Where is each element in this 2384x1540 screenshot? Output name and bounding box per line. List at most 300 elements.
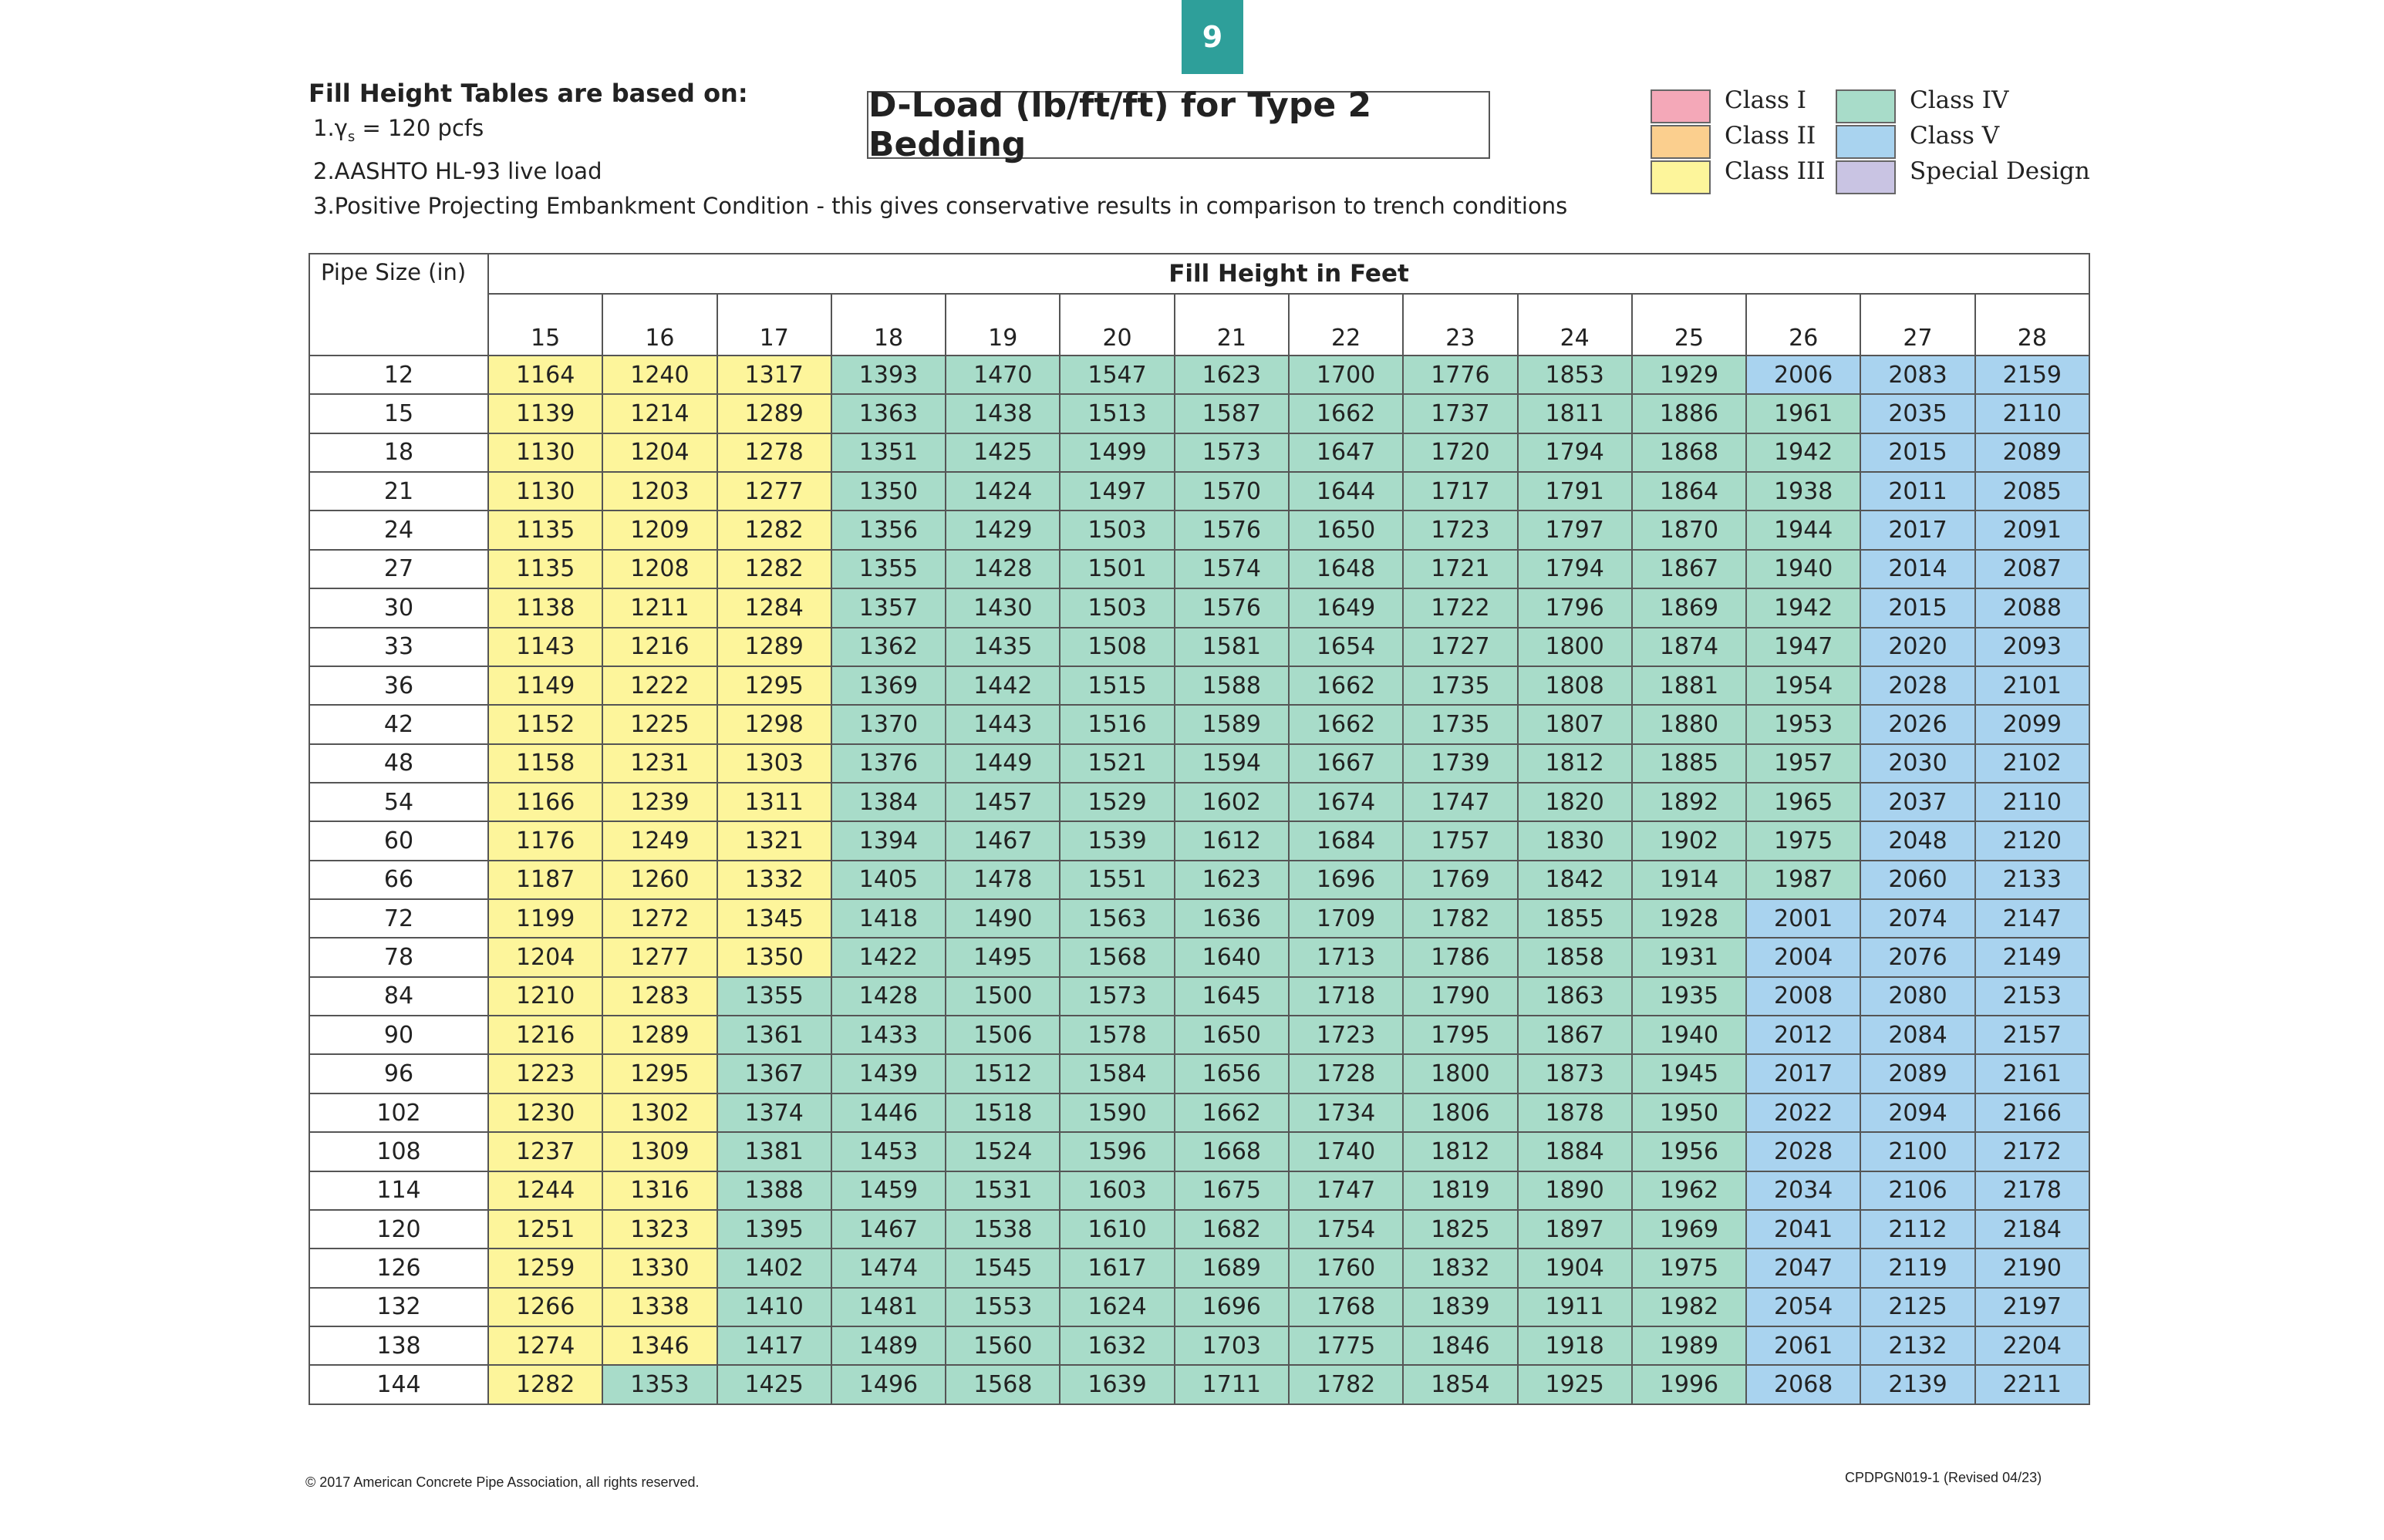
dload-cell: 1711: [1175, 1365, 1289, 1404]
dload-cell: 1418: [831, 899, 946, 938]
dload-cell: 2048: [1860, 821, 1974, 860]
dload-cell: 1442: [946, 666, 1060, 705]
dload-cell: 1443: [946, 705, 1060, 743]
dload-cell: 2034: [1746, 1171, 1860, 1210]
dload-cell: 1457: [946, 783, 1060, 821]
dload-cell: 1231: [602, 744, 717, 783]
dload-cell: 1209: [602, 511, 717, 549]
dload-cell: 1289: [602, 1016, 717, 1054]
dload-cell: 1316: [602, 1171, 717, 1210]
legend-item-class-ii: [1651, 122, 1851, 157]
dload-cell: 1410: [717, 1288, 831, 1326]
dload-cell: 1384: [831, 783, 946, 821]
dload-cell: 1700: [1289, 356, 1403, 394]
dload-cell: 2076: [1860, 938, 1974, 976]
pipe-size-cell: 27: [309, 550, 488, 588]
dload-cell: 1453: [831, 1132, 946, 1171]
pipe-size-cell: 90: [309, 1016, 488, 1054]
fill-height-17: 17: [717, 294, 831, 356]
pipe-size-cell: 138: [309, 1326, 488, 1365]
dload-cell: 1832: [1403, 1249, 1517, 1287]
dload-cell: 1363: [831, 394, 946, 433]
basis-item1-text: = 120 pcfs: [355, 115, 484, 141]
pipe-size-cell: 144: [309, 1365, 488, 1404]
dload-cell: 1935: [1632, 977, 1746, 1016]
dload-cell: 1786: [1403, 938, 1517, 976]
dload-cell: 1790: [1403, 977, 1517, 1016]
dload-cell: 1950: [1632, 1094, 1746, 1132]
dload-cell: 1422: [831, 938, 946, 976]
dload-cell: 2083: [1860, 356, 1974, 394]
dload-cell: 1135: [488, 550, 602, 588]
dload-cell: 1662: [1289, 705, 1403, 743]
dload-cell: 2074: [1860, 899, 1974, 938]
dload-cell: 1782: [1289, 1365, 1403, 1404]
dload-cell: 2094: [1860, 1094, 1974, 1132]
dload-cell: 1640: [1175, 938, 1289, 976]
dload-cell: 1309: [602, 1132, 717, 1171]
dload-cell: 1424: [946, 472, 1060, 511]
dload-cell: 1353: [602, 1365, 717, 1404]
fill-height-27: 27: [1860, 294, 1974, 356]
dload-cell: 1639: [1060, 1365, 1174, 1404]
dload-cell: 1495: [946, 938, 1060, 976]
dload-cell: 1987: [1746, 861, 1860, 899]
dload-cell: 1362: [831, 628, 946, 666]
dload-cell: 1713: [1289, 938, 1403, 976]
dload-cell: 1806: [1403, 1094, 1517, 1132]
dload-cell: 2041: [1746, 1210, 1860, 1249]
dload-cell: 1260: [602, 861, 717, 899]
dload-cell: 1754: [1289, 1210, 1403, 1249]
dload-cell: 1430: [946, 588, 1060, 627]
dload-cell: 1830: [1518, 821, 1632, 860]
dload-cell: 1885: [1632, 744, 1746, 783]
dload-cell: 1892: [1632, 783, 1746, 821]
dload-cell: 1904: [1518, 1249, 1632, 1287]
basis-item-embankment: 3.Positive Projecting Embankment Condition - this gives conservative results in comparison to trench conditions: [313, 192, 1568, 219]
dload-cell: 2089: [1975, 433, 2089, 472]
dload-cell: 1581: [1175, 628, 1289, 666]
dload-cell: 1590: [1060, 1094, 1174, 1132]
pipe-size-cell: 72: [309, 899, 488, 938]
dload-cell: 1636: [1175, 899, 1289, 938]
dload-cell: 1757: [1403, 821, 1517, 860]
pipe-size-cell: 12: [309, 356, 488, 394]
gamma-subscript: s: [347, 128, 356, 145]
dload-cell: 1521: [1060, 744, 1174, 783]
fill-height-22: 22: [1289, 294, 1403, 356]
dload-cell: 1323: [602, 1210, 717, 1249]
dload-cell: 1551: [1060, 861, 1174, 899]
dload-cell: 1721: [1403, 550, 1517, 588]
basis-item-live-load: 2.AASHTO HL-93 live load: [313, 157, 602, 184]
dload-cell: 1656: [1175, 1054, 1289, 1093]
dload-cell: 2172: [1975, 1132, 2089, 1171]
dload-cell: 1740: [1289, 1132, 1403, 1171]
dload-cell: 1723: [1403, 511, 1517, 549]
pipe-size-cell: 48: [309, 744, 488, 783]
dload-cell: 1881: [1632, 666, 1746, 705]
dload-cell: 1918: [1518, 1326, 1632, 1365]
dload-cell: 2112: [1860, 1210, 1974, 1249]
dload-cell: 1216: [602, 628, 717, 666]
dload-cell: 1864: [1632, 472, 1746, 511]
dload-cell: 1808: [1518, 666, 1632, 705]
table-row: [309, 821, 2089, 860]
dload-cell: 1282: [717, 511, 831, 549]
dload-cell: 1282: [717, 550, 831, 588]
dload-cell: 1662: [1289, 394, 1403, 433]
pipe-size-cell: 21: [309, 472, 488, 511]
table-row: [309, 1054, 2089, 1093]
dload-cell: 1130: [488, 472, 602, 511]
dload-cell: 2037: [1860, 783, 1974, 821]
dload-cell: 1584: [1060, 1054, 1174, 1093]
pipe-size-cell: 15: [309, 394, 488, 433]
table-row: [309, 550, 2089, 588]
pipe-size-cell: 120: [309, 1210, 488, 1249]
dload-cell: 2139: [1860, 1365, 1974, 1404]
dload-cell: 2084: [1860, 1016, 1974, 1054]
dload-cell: 1720: [1403, 433, 1517, 472]
dload-cell: 1272: [602, 899, 717, 938]
dload-cell: 1954: [1746, 666, 1860, 705]
dload-cell: 1812: [1403, 1132, 1517, 1171]
dload-cell: 1957: [1746, 744, 1860, 783]
dload-cell: 1295: [602, 1054, 717, 1093]
dload-cell: 1989: [1632, 1326, 1746, 1365]
dload-cell: 1321: [717, 821, 831, 860]
dload-cell: 1768: [1289, 1288, 1403, 1326]
dload-cell: 1428: [831, 977, 946, 1016]
dload-cell: 1961: [1746, 394, 1860, 433]
dload-cell: 1497: [1060, 472, 1174, 511]
dload-cell: 1928: [1632, 899, 1746, 938]
dload-cell: 1249: [602, 821, 717, 860]
pipe-size-cell: 132: [309, 1288, 488, 1326]
dload-cell: 2120: [1975, 821, 2089, 860]
dload-cell: 1547: [1060, 356, 1174, 394]
dload-cell: 1467: [946, 821, 1060, 860]
dload-cell: 1576: [1175, 588, 1289, 627]
dload-cell: 1470: [946, 356, 1060, 394]
dload-cell: 1508: [1060, 628, 1174, 666]
dload-cell: 1863: [1518, 977, 1632, 1016]
dload-cell: 1645: [1175, 977, 1289, 1016]
dload-cell: 1795: [1403, 1016, 1517, 1054]
dload-cell: 1760: [1289, 1249, 1403, 1287]
dload-cell: 1149: [488, 666, 602, 705]
dload-cell: 1624: [1060, 1288, 1174, 1326]
dload-cell: 1395: [717, 1210, 831, 1249]
dload-cell: 1662: [1175, 1094, 1289, 1132]
dload-cell: 1388: [717, 1171, 831, 1210]
dload-cell: 1538: [946, 1210, 1060, 1249]
pipe-size-cell: 114: [309, 1171, 488, 1210]
dload-cell: 1303: [717, 744, 831, 783]
dload-cell: 2022: [1746, 1094, 1860, 1132]
dload-cell: 2011: [1860, 472, 1974, 511]
dload-cell: 1684: [1289, 821, 1403, 860]
dload-cell: 2006: [1746, 356, 1860, 394]
dload-cell: 1381: [717, 1132, 831, 1171]
fill-height-15: 15: [488, 294, 602, 356]
dload-cell: 1588: [1175, 666, 1289, 705]
dload-cell: 1914: [1632, 861, 1746, 899]
dload-cell: 1576: [1175, 511, 1289, 549]
dload-cell: 1239: [602, 783, 717, 821]
dload-cell: 1553: [946, 1288, 1060, 1326]
dload-cell: 1819: [1403, 1171, 1517, 1210]
dload-cell: 1130: [488, 433, 602, 472]
dload-cell: 1500: [946, 977, 1060, 1016]
dload-cell: 2012: [1746, 1016, 1860, 1054]
dload-cell: 1518: [946, 1094, 1060, 1132]
table-row: [309, 861, 2089, 899]
dload-cell: 1278: [717, 433, 831, 472]
pipe-size-cell: 108: [309, 1132, 488, 1171]
dload-cell: 1820: [1518, 783, 1632, 821]
fill-height-28: 28: [1975, 294, 2089, 356]
dload-cell: 2061: [1746, 1326, 1860, 1365]
table-row: [309, 1171, 2089, 1210]
dload-cell: 1747: [1289, 1171, 1403, 1210]
dload-cell: 1953: [1746, 705, 1860, 743]
dload-cell: 2161: [1975, 1054, 2089, 1093]
dload-cell: 1612: [1175, 821, 1289, 860]
dload-cell: 1812: [1518, 744, 1632, 783]
dload-cell: 1361: [717, 1016, 831, 1054]
dload-cell: 1644: [1289, 472, 1403, 511]
dload-cell: 2119: [1860, 1249, 1974, 1287]
table-row: [309, 1094, 2089, 1132]
dload-cell: 1811: [1518, 394, 1632, 433]
dload-cell: 1878: [1518, 1094, 1632, 1132]
dload-cell: 1947: [1746, 628, 1860, 666]
dload-cell: 1435: [946, 628, 1060, 666]
dload-cell: 1942: [1746, 433, 1860, 472]
dload-cell: 1737: [1403, 394, 1517, 433]
dload-cell: 1355: [717, 977, 831, 1016]
table-row: [309, 938, 2089, 976]
dload-cell: 1925: [1518, 1365, 1632, 1404]
dload-cell: 1648: [1289, 550, 1403, 588]
dload-cell: 1718: [1289, 977, 1403, 1016]
dload-cell: 2089: [1860, 1054, 1974, 1093]
dload-cell: 1842: [1518, 861, 1632, 899]
dload-cell: 1474: [831, 1249, 946, 1287]
dload-cell: 1237: [488, 1132, 602, 1171]
dload-cell: 1152: [488, 705, 602, 743]
dload-cell: 1869: [1632, 588, 1746, 627]
table-row: [309, 705, 2089, 743]
dload-cell: 1846: [1403, 1326, 1517, 1365]
dload-cell: 2026: [1860, 705, 1974, 743]
dload-cell: 2159: [1975, 356, 2089, 394]
dload-cell: 1709: [1289, 899, 1403, 938]
dload-cell: 1617: [1060, 1249, 1174, 1287]
dload-cell: 1187: [488, 861, 602, 899]
dload-cell: 1402: [717, 1249, 831, 1287]
dload-cell: 1332: [717, 861, 831, 899]
dload-cell: 1573: [1060, 977, 1174, 1016]
dload-cell: 2030: [1860, 744, 1974, 783]
dload-cell: 2091: [1975, 511, 2089, 549]
dload-cell: 1289: [717, 394, 831, 433]
dload-cell: 2085: [1975, 472, 2089, 511]
dload-cell: 2028: [1746, 1132, 1860, 1171]
dload-cell: 1164: [488, 356, 602, 394]
dload-cell: 2088: [1975, 588, 2089, 627]
dload-cell: 1568: [946, 1365, 1060, 1404]
dload-cell: 1345: [717, 899, 831, 938]
dload-cell: 2166: [1975, 1094, 2089, 1132]
dload-cell: 2149: [1975, 938, 2089, 976]
dload-cell: 1940: [1632, 1016, 1746, 1054]
dload-cell: 1776: [1403, 356, 1517, 394]
dload-cell: 1506: [946, 1016, 1060, 1054]
dload-cell: 1602: [1175, 783, 1289, 821]
dload-cell: 1675: [1175, 1171, 1289, 1210]
dload-cell: 1284: [717, 588, 831, 627]
dload-cell: 1512: [946, 1054, 1060, 1093]
dload-cell: 1873: [1518, 1054, 1632, 1093]
dload-cell: 1938: [1746, 472, 1860, 511]
dload-cell: 1346: [602, 1326, 717, 1365]
dload-cell: 1356: [831, 511, 946, 549]
dload-cell: 1868: [1632, 433, 1746, 472]
table-row: [309, 783, 2089, 821]
dload-cell: 1717: [1403, 472, 1517, 511]
dload-cell: 1350: [717, 938, 831, 976]
table-row: [309, 1016, 2089, 1054]
dload-cell: 1277: [602, 938, 717, 976]
dload-cell: 1975: [1746, 821, 1860, 860]
legend-label: Class IV: [1910, 86, 2009, 114]
dload-cell: 1696: [1289, 861, 1403, 899]
dload-cell: 1211: [602, 588, 717, 627]
dload-cell: 1513: [1060, 394, 1174, 433]
dload-cell: 1277: [717, 472, 831, 511]
dload-cell: 1911: [1518, 1288, 1632, 1326]
dload-cell: 1603: [1060, 1171, 1174, 1210]
fill-height-row: [309, 294, 2089, 356]
dload-cell: 1800: [1403, 1054, 1517, 1093]
dload-cell: 2080: [1860, 977, 1974, 1016]
dload-cell: 1459: [831, 1171, 946, 1210]
pipe-size-cell: 30: [309, 588, 488, 627]
dload-cell: 1890: [1518, 1171, 1632, 1210]
dload-cell: 2017: [1746, 1054, 1860, 1093]
dload-cell: 2153: [1975, 977, 2089, 1016]
table-row: [309, 1365, 2089, 1404]
dload-cell: 1944: [1746, 511, 1860, 549]
table-row: [309, 744, 2089, 783]
fill-height-25: 25: [1632, 294, 1746, 356]
fill-height-23: 23: [1403, 294, 1517, 356]
legend-item-class-i: [1651, 86, 1851, 122]
dload-cell: 1880: [1632, 705, 1746, 743]
dload-cell: 2004: [1746, 938, 1860, 976]
dload-cell: 1825: [1403, 1210, 1517, 1249]
dload-cell: 1357: [831, 588, 946, 627]
dload-cell: 1199: [488, 899, 602, 938]
dload-cell: 1330: [602, 1249, 717, 1287]
dload-cell: 1734: [1289, 1094, 1403, 1132]
dload-cell: 1369: [831, 666, 946, 705]
dload-cell: 1858: [1518, 938, 1632, 976]
dload-cell: 1874: [1632, 628, 1746, 666]
legend-label: Class I: [1725, 86, 1807, 114]
dload-cell: 1794: [1518, 433, 1632, 472]
table-row: [309, 1326, 2089, 1365]
fill-height-21: 21: [1175, 294, 1289, 356]
dload-cell: 1351: [831, 433, 946, 472]
pipe-size-cell: 126: [309, 1249, 488, 1287]
dload-cell: 1570: [1175, 472, 1289, 511]
dload-cell: 1728: [1289, 1054, 1403, 1093]
dload-cell: 2087: [1975, 550, 2089, 588]
dload-cell: 1216: [488, 1016, 602, 1054]
table-row: [309, 628, 2089, 666]
table-row: [309, 433, 2089, 472]
dload-cell: 1481: [831, 1288, 946, 1326]
dload-cell: 1449: [946, 744, 1060, 783]
legend-item-class-iv: [1836, 86, 2036, 122]
dload-cell: 1796: [1518, 588, 1632, 627]
dload-cell: 2068: [1746, 1365, 1860, 1404]
dload-cell: 2178: [1975, 1171, 2089, 1210]
dload-cell: 2147: [1975, 899, 2089, 938]
table-row: [309, 1249, 2089, 1287]
basis-item1-prefix: 1.: [313, 115, 335, 141]
table-title: D-Load (lb/ft/ft) for Type 2 Bedding: [867, 91, 1490, 159]
dload-cell: 1596: [1060, 1132, 1174, 1171]
dload-cell: 1563: [1060, 899, 1174, 938]
dload-cell: 1496: [831, 1365, 946, 1404]
dload-cell: 1425: [717, 1365, 831, 1404]
dload-cell: 1791: [1518, 472, 1632, 511]
dload-cell: 1782: [1403, 899, 1517, 938]
dload-cell: 1855: [1518, 899, 1632, 938]
dload-cell: 2015: [1860, 433, 1974, 472]
dload-cell: 1478: [946, 861, 1060, 899]
dload-cell: 1807: [1518, 705, 1632, 743]
dload-cell: 1650: [1289, 511, 1403, 549]
dload-cell: 1503: [1060, 511, 1174, 549]
dload-cell: 2190: [1975, 1249, 2089, 1287]
dload-cell: 1204: [488, 938, 602, 976]
pipe-size-header: Pipe Size (in): [309, 254, 488, 356]
dload-cell: 2099: [1975, 705, 2089, 743]
dload-cell: 1531: [946, 1171, 1060, 1210]
dload-cell: 2093: [1975, 628, 2089, 666]
dload-cell: 1965: [1746, 783, 1860, 821]
dload-cell: 1311: [717, 783, 831, 821]
pipe-size-cell: 18: [309, 433, 488, 472]
legend-swatch: [1651, 89, 1711, 123]
fill-height-18: 18: [831, 294, 946, 356]
dload-cell: 1503: [1060, 588, 1174, 627]
dload-cell: 1317: [717, 356, 831, 394]
dload-cell: 1143: [488, 628, 602, 666]
dload-cell: 1545: [946, 1249, 1060, 1287]
dload-cell: 1295: [717, 666, 831, 705]
dload-cell: 1839: [1403, 1288, 1517, 1326]
table-row: [309, 1288, 2089, 1326]
dload-cell: 1945: [1632, 1054, 1746, 1093]
